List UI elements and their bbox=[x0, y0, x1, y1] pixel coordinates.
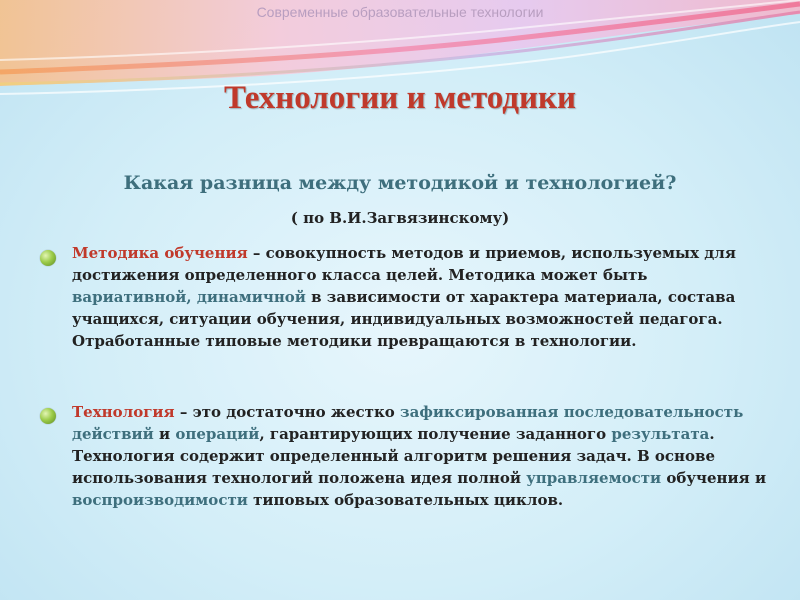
highlight-variative: вариативной, динамичной bbox=[72, 288, 306, 306]
bullet-icon bbox=[40, 250, 56, 266]
highlight-fixed-sequence: зафиксированная последовательность действий bbox=[72, 403, 744, 443]
header-caption: Современные образовательные технологии bbox=[256, 4, 544, 20]
text-segment: и bbox=[153, 425, 176, 443]
question-heading: Какая разница между методикой и технологией? bbox=[123, 172, 677, 194]
text-segment: обучения и bbox=[661, 469, 767, 487]
slide-title: Технологии и методики bbox=[223, 80, 577, 116]
highlight-operations: операций bbox=[175, 425, 260, 443]
term-technology: Технология bbox=[72, 403, 175, 421]
text-segment: , гарантирующих получение заданного bbox=[259, 425, 612, 443]
text-segment: – совокупность методов и приемов, используемых для достижения определенного класса целей. Методика может быть bbox=[72, 244, 736, 284]
source-attribution: ( по В.И.Загвязинскому) bbox=[290, 209, 510, 227]
text-segment: . Технология содержит определенный алгоритм решения задач. В основе использования технологий положена идея полной bbox=[72, 425, 715, 487]
highlight-result: результата bbox=[611, 425, 710, 443]
text-segment: – это достаточно жестко bbox=[174, 403, 401, 421]
text-segment: в зависимости от характера материала, состава учащихся, ситуации обучения, индивидуальных возможностей педагога. Отработанные типовые методики превращаются в технологии. bbox=[72, 288, 736, 350]
definition-technology bbox=[72, 401, 772, 511]
highlight-controllability: управляемости bbox=[526, 469, 662, 487]
definition-methodology bbox=[72, 242, 772, 352]
highlight-reproducibility: воспроизводимости bbox=[72, 491, 248, 509]
term-methodology: Методика обучения bbox=[72, 244, 248, 262]
text-segment: типовых образовательных циклов. bbox=[247, 491, 564, 509]
bullet-icon bbox=[40, 408, 56, 424]
